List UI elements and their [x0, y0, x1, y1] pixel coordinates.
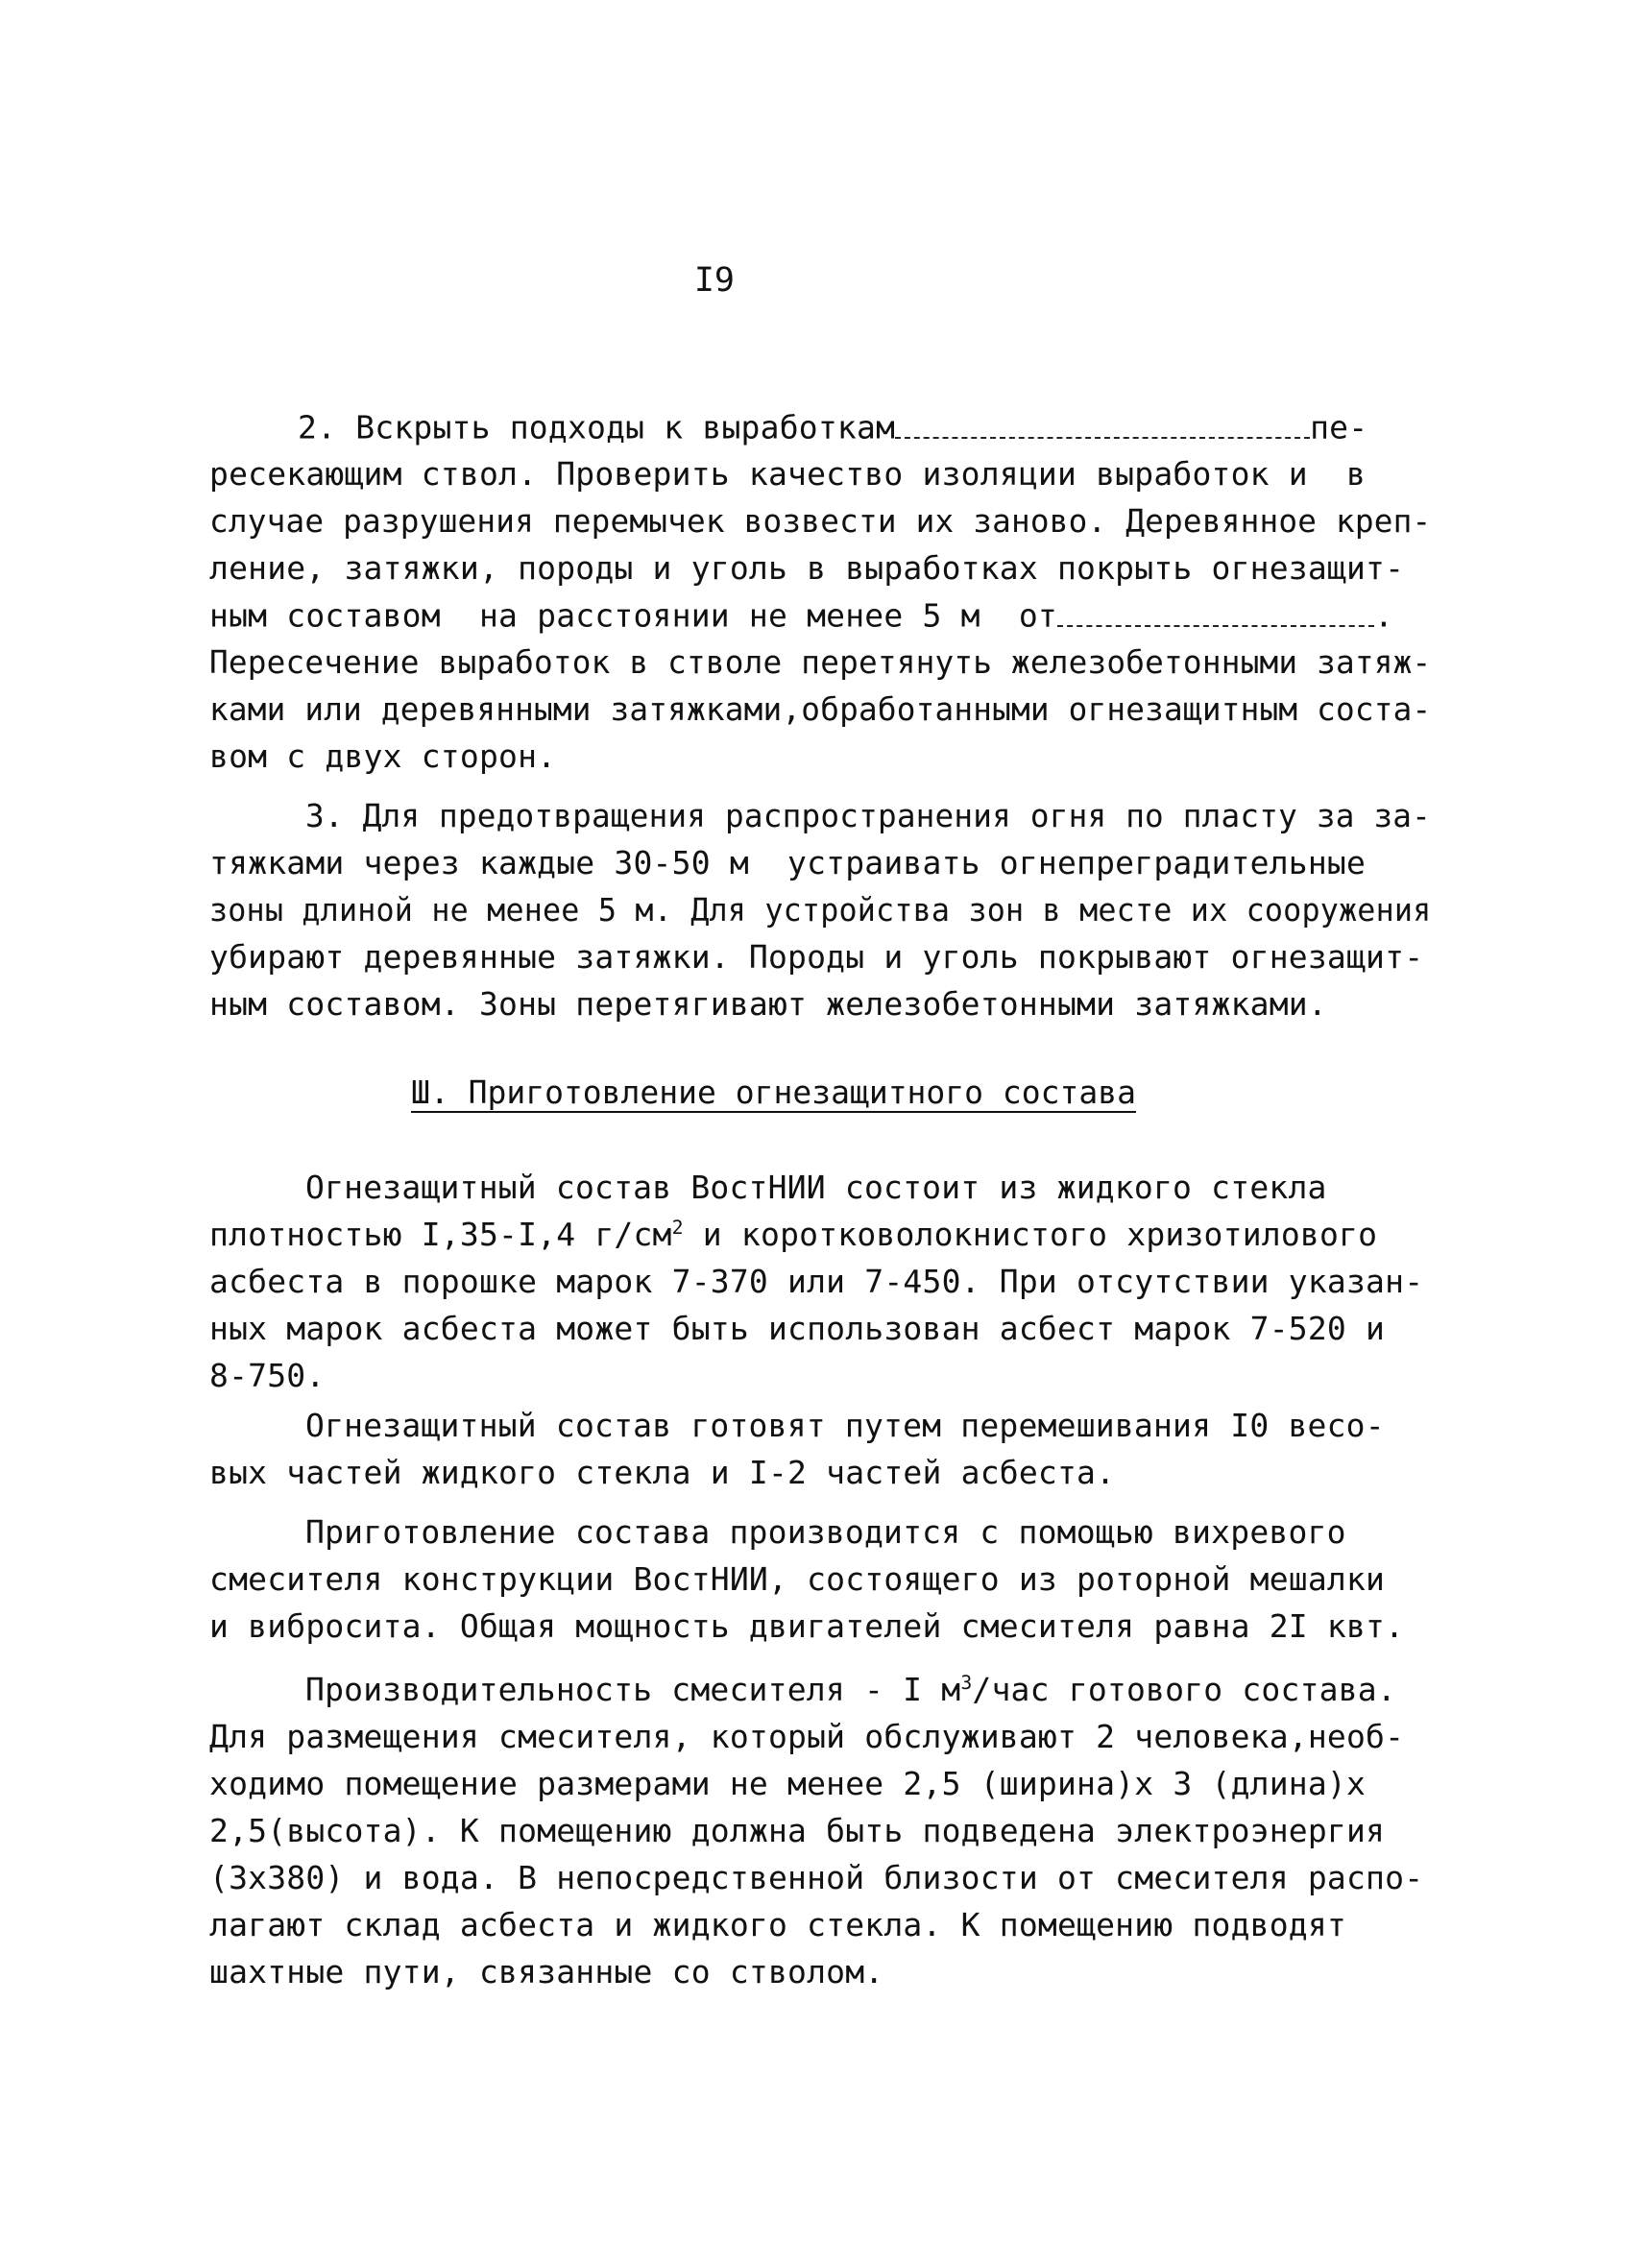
page-number: I9 [693, 261, 735, 300]
text-line: Пересечение выработок в стволе перетянуть железобетонными затяж- [209, 643, 1432, 681]
text-line: и вибросита. Общая мощность двигателей смесителя равна 2I квт. [209, 1607, 1405, 1645]
text-line: 3. Для предотвращения распространения огня по пласту за за- [305, 797, 1432, 834]
text-line: тяжками через каждые 30-50 м устраивать огнепреградительные [209, 844, 1367, 881]
text-line: ходимо помещение размерами не менее 2,5 (ширина)x 3 (длина)x [209, 1765, 1367, 1802]
text-line: лагают склад асбеста и жидкого стекла. К помещению подводят [209, 1906, 1346, 1943]
text-line: 2,5(высота). К помещению должна быть подведена электроэнергия [209, 1812, 1386, 1849]
text-line: Огнезащитный состав готовят путем перемешивания I0 весо- [305, 1407, 1385, 1444]
text-line: ным составом. Зоны перетягивают железобетонными затяжками. [209, 985, 1327, 1023]
text-line: Для размещения смесителя, который обслуживают 2 человека,необ- [209, 1718, 1405, 1755]
text-line: смесителя конструкции ВостНИИ, состоящего из роторной мешалки [209, 1560, 1386, 1598]
text-line: асбеста в порошке марок 7-370 или 7-450. При отсутствии указан- [209, 1263, 1424, 1300]
text-line: ресекающим ствол. Проверить качество изоляции выработок и в [209, 455, 1367, 493]
text-line: ным составом на расстоянии не менее 5 м от . [209, 596, 1394, 635]
text-line: 2. Вскрыть подходы к выработкам пе- [298, 408, 1368, 446]
text-line: ками или деревянными затяжками,обработанными огнезащитным соста- [209, 690, 1432, 728]
text-line: 8-750. [209, 1357, 326, 1394]
text-line: плотностью I,35-I,4 $г/см^2$ и коротковолокнистого хризотилового [209, 1216, 1378, 1253]
text-line: ных марок асбеста может быть использован асбест марок 7-520 и [209, 1310, 1386, 1347]
text-line: (3x380) и вода. В непосредственной близости от смесителя распо- [209, 1859, 1424, 1896]
text-line: Приготовление состава производится с помощью вихревого [305, 1513, 1346, 1551]
text-line: вом с двух сторон. [209, 737, 557, 775]
text-line: ление, затяжки, породы и уголь в выработках покрыть огнезащит- [209, 549, 1405, 587]
section-heading: Ш. Приготовление огнезащитного состава [411, 1074, 1136, 1111]
text-line: Производительность смесителя - I $м^3$/час готового состава. [305, 1671, 1396, 1708]
blank-field [895, 408, 1310, 439]
text-line: убирают деревянные затяжки. Породы и уголь покрывают огнезащит- [209, 938, 1424, 976]
text-line: шахтные пути, связанные со стволом. [209, 1953, 884, 1991]
blank-field [1057, 596, 1374, 627]
text-line: случае разрушения перемычек возвести их заново. Деревянное креп- [209, 502, 1432, 540]
text-line: вых частей жидкого стекла и I-2 частей асбеста. [209, 1454, 1116, 1491]
text-line: зоны длиной не менее 5 м. Для устройства зон в месте их сооружения [209, 891, 1432, 929]
text-line: Огнезащитный состав ВостНИИ состоит из жидкого стекла [305, 1169, 1327, 1206]
